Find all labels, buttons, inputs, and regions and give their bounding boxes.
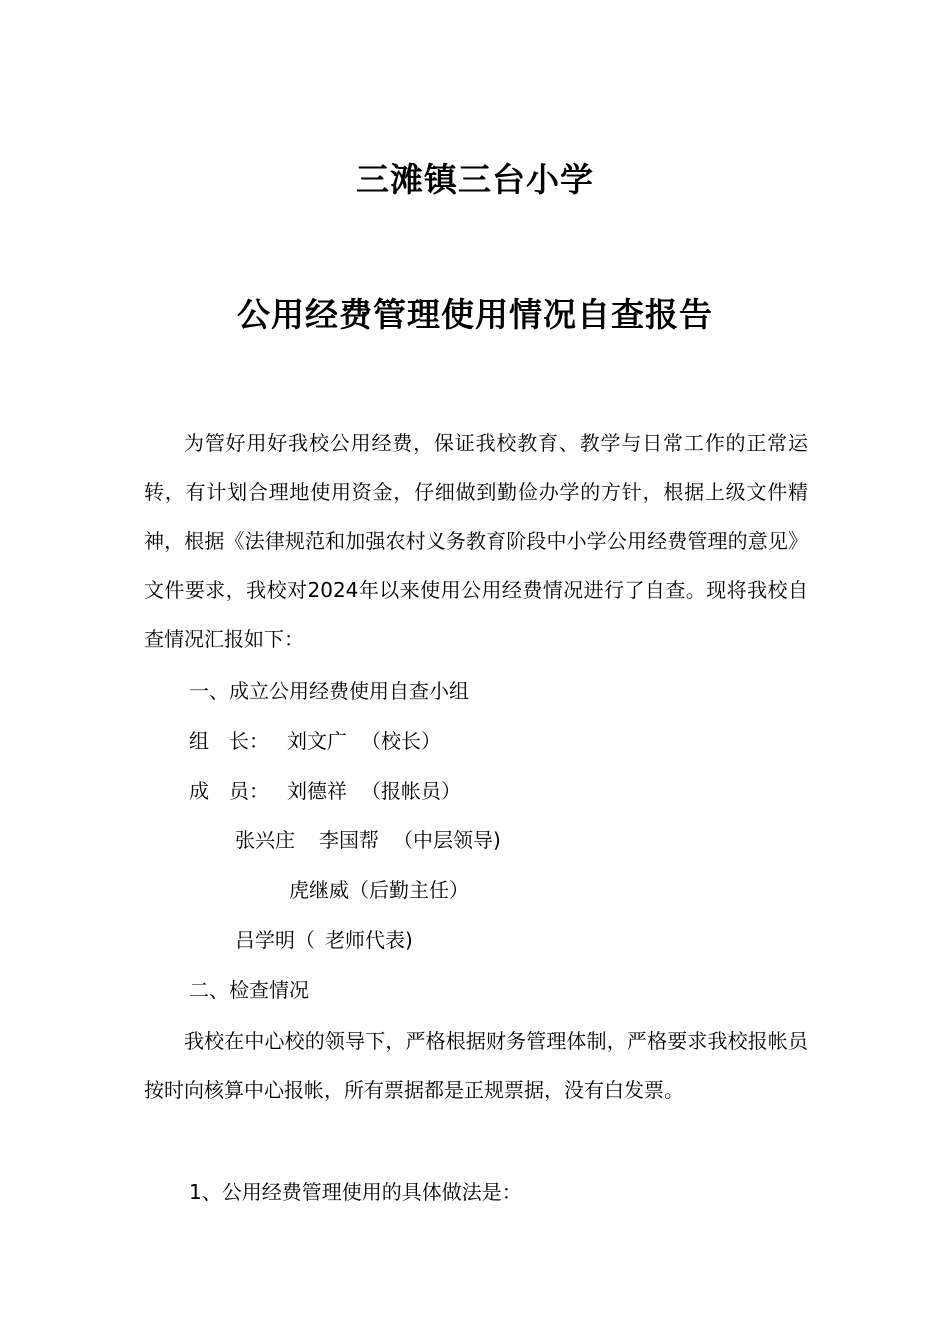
intro-paragraph: 为管好用好我校公用经费，保证我校教育、教学与日常工作的正常运转，有计划合理地使用资金，仔细做到勤俭办学的方针，根据上级文件精神，根据《法律规范和加强农村义务教育阶段中小学公用经费管理的意见》文件要求，我校对2024年以来使用公用经费情况进行了自查。现将我校自查情况汇报如下： — [144, 431, 808, 651]
leader-name: 刘文广 — [287, 729, 347, 753]
leader-role: （校长） — [361, 729, 441, 753]
member-name: 刘德祥 — [287, 779, 347, 803]
member-2-role: （中层领导) — [393, 828, 501, 852]
document-title: 三滩镇三台小学 — [356, 160, 594, 199]
section1-heading: 一、成立公用经费使用自查小组 — [189, 679, 469, 703]
member-4-name: 吕学明（ — [235, 928, 315, 952]
member-2b-name: 李国帮 — [319, 828, 379, 852]
member-line-3: 虎继威（后勤主任） — [289, 878, 469, 902]
document-subtitle: 公用经费管理使用情况自查报告 — [237, 295, 713, 334]
member-line-1 — [189, 776, 461, 806]
member-role: （报帐员） — [361, 779, 461, 803]
leader-line — [189, 726, 441, 756]
member-label: 成 员： — [189, 779, 269, 803]
intro-paragraph-block — [144, 419, 808, 664]
section2-paragraph-block — [144, 1017, 808, 1115]
leader-label: 组 长： — [189, 729, 269, 753]
section2-heading: 二、检查情况 — [189, 978, 309, 1002]
member-line-2 — [235, 825, 501, 855]
item1-heading: 1、公用经费管理使用的具体做法是： — [189, 1180, 522, 1204]
section2-paragraph: 我校在中心校的领导下，严格根据财务管理体制，严格要求我校报帐员按时向核算中心报帐，所有票据都是正规票据，没有白发票。 — [144, 1029, 808, 1102]
member-line-4 — [235, 925, 413, 955]
member-4-role: 老师代表) — [325, 928, 413, 952]
member-2a-name: 张兴庄 — [235, 828, 295, 852]
